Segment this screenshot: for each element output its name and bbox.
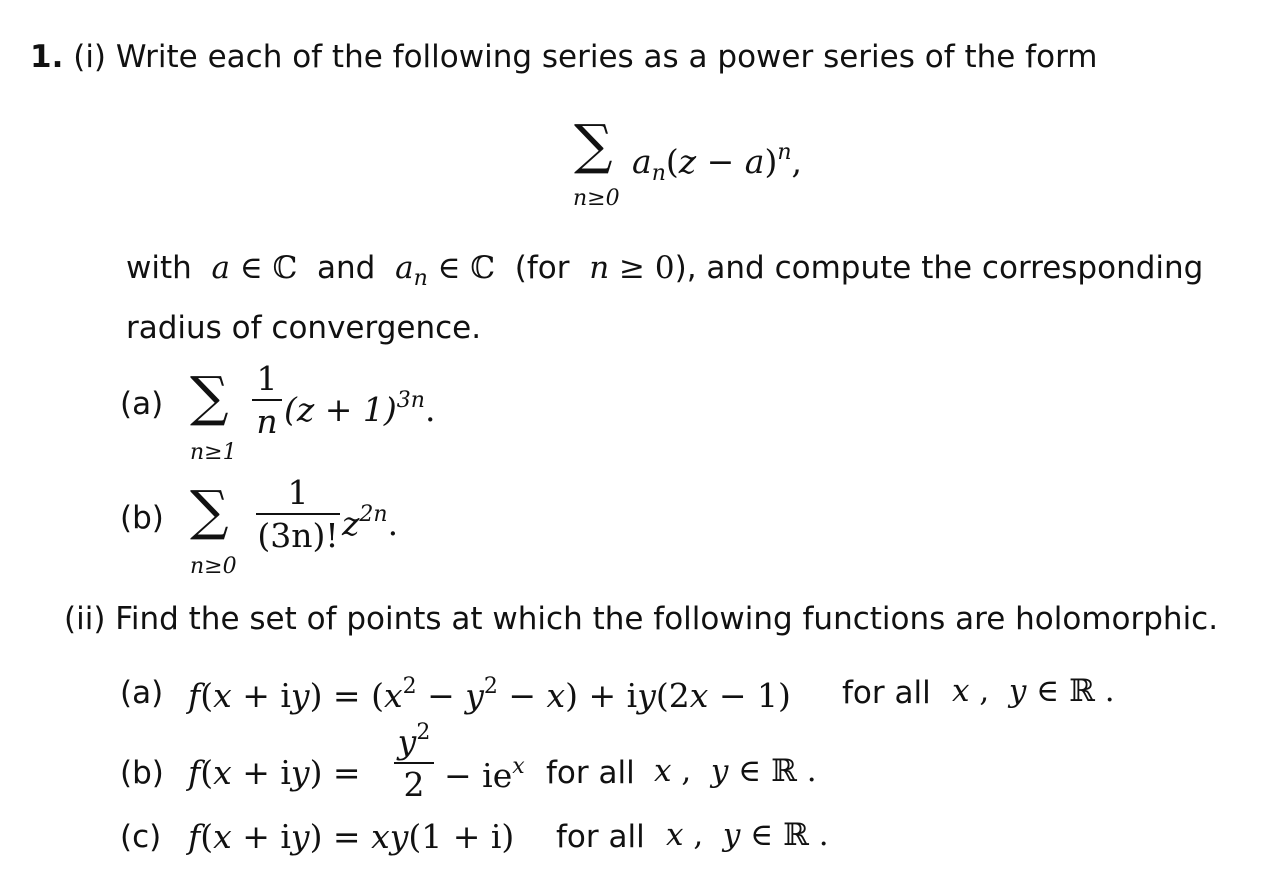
fraction-denominator: n [256, 402, 278, 441]
sigma-symbol: ∑ [574, 113, 613, 176]
sum-limit: n≥1 [190, 440, 237, 465]
sum-limit: n≥0 [573, 186, 620, 211]
power-series-term: $a_n(z - a)^n$, [632, 140, 802, 186]
item-label: (a) [120, 675, 164, 711]
item-label: (b) [120, 500, 164, 536]
domain-condition: x , y ∈ ℝ . [654, 753, 817, 789]
function-definition: f(x + iy) = xy(1 + i) [188, 817, 515, 856]
domain-condition: x , y ∈ ℝ . [952, 673, 1115, 709]
sum-limit: n≥0 [190, 554, 237, 579]
fraction-numerator: $y^2$ [397, 720, 431, 761]
and-text: and [317, 250, 376, 286]
term-body: $(z + 1)^{3n}$. [284, 388, 436, 429]
for-all-text: for all [546, 755, 635, 791]
for-text: (for [514, 250, 570, 286]
for-all-text: for all [556, 819, 645, 855]
part-i-label: (i) [73, 39, 107, 75]
part-i-intro: Write each of the following series as a power series of the form [115, 39, 1098, 75]
function-rest: − $ie^x$ [444, 754, 525, 795]
fraction [256, 473, 340, 555]
item-label: (c) [120, 819, 162, 855]
function-lhs: f(x + iy) = [188, 753, 361, 792]
tail-text: ), and compute the corresponding [674, 250, 1204, 286]
condition-line: with a ∈ ℂ and $a_n$ ∈ ℂ (for n ≥ 0), and compute the corresponding [126, 250, 1204, 291]
fraction-numerator: 1 [287, 473, 309, 512]
fraction-denominator: (3n)! [257, 516, 339, 555]
sigma-symbol: ∑ [190, 479, 229, 542]
for-all-text: for all [842, 675, 931, 711]
fraction-numerator: 1 [256, 359, 278, 398]
part-ii-label: (ii) [64, 601, 106, 637]
item-label: (a) [120, 386, 164, 422]
problem-header [30, 39, 1098, 75]
item-label: (b) [120, 755, 164, 791]
radius-line: radius of convergence. [126, 310, 482, 346]
with-text: with [126, 250, 192, 286]
function-definition: $f(x + iy) = (x^2 - y^2 - x) + iy(2x - 1)$ [188, 674, 791, 715]
fraction [394, 720, 434, 804]
domain-condition: x , y ∈ ℝ . [666, 817, 829, 853]
part-ii-intro: Find the set of points at which the following functions are holomorphic. [115, 601, 1219, 637]
problem-number: 1. [30, 39, 64, 75]
fraction-denominator: 2 [403, 765, 425, 804]
sigma-symbol: ∑ [190, 365, 229, 428]
part-ii-header [64, 601, 1219, 637]
term-body: $z^{2n}$. [342, 502, 399, 543]
fraction [252, 359, 282, 441]
